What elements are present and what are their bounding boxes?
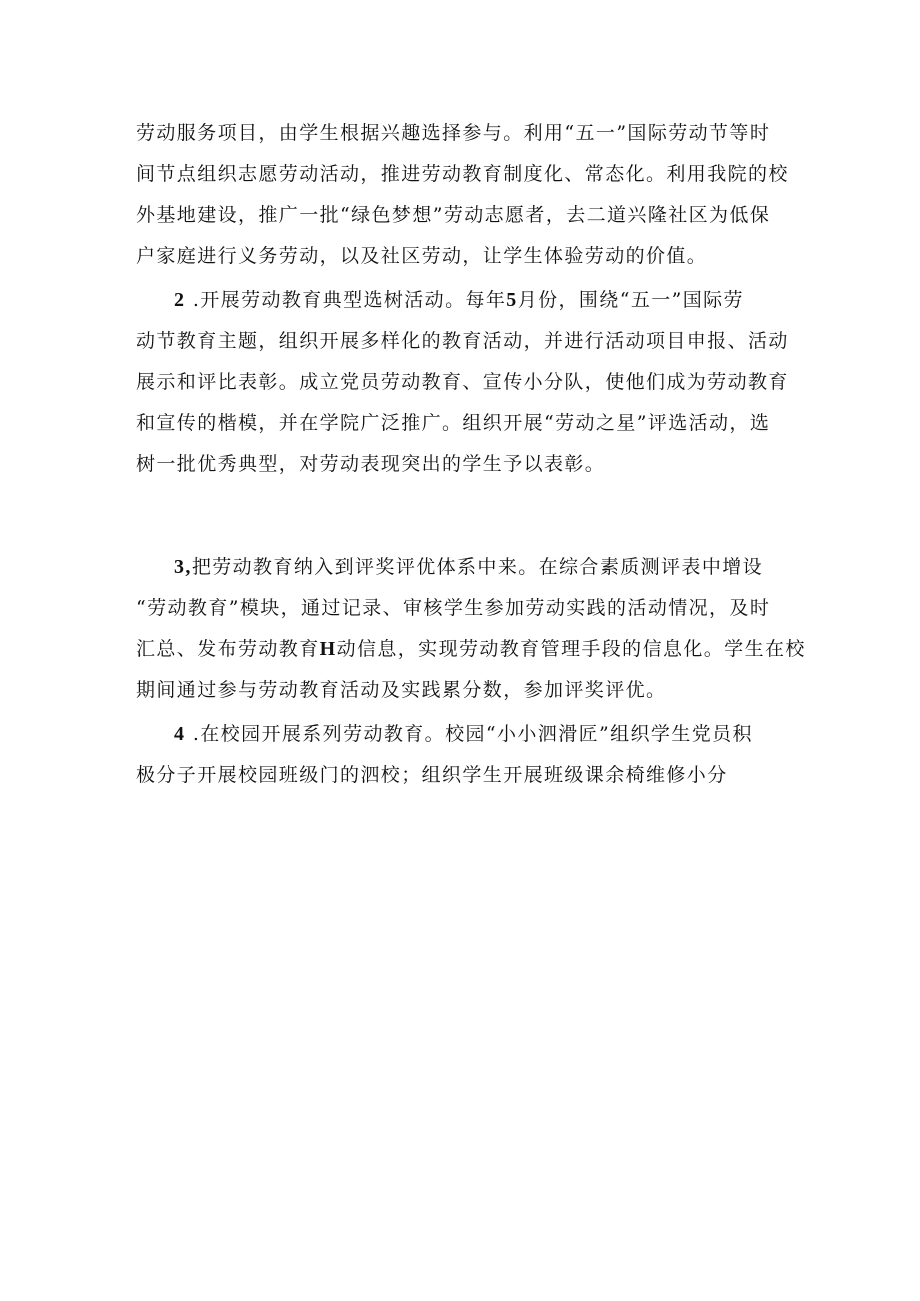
paragraph-1 — [136, 118, 796, 272]
item-number: 3, — [174, 556, 192, 578]
text-line — [136, 719, 796, 750]
text-segment: 动信息，实现劳动教育管理手段的信息化。学生在校 — [336, 638, 806, 660]
text-line: 外基地建设，推广一批“绿色梦想”劳动志愿者，去二道兴隆社区为低保 — [136, 204, 771, 226]
paragraph-3 — [136, 552, 806, 706]
text-segment: .开展劳动教育典型选树活动。每年 — [185, 289, 507, 311]
text-line: 户家庭进行义务劳动，以及社区劳动，让学生体验劳动的价值。 — [136, 245, 708, 267]
text-segment: .在校园开展系列劳动教育。校园“小小泗滑匠”组织学生党员积 — [185, 723, 753, 745]
text-line: 展示和评比表彰。成立党员劳动教育、宣传小分队，使他们成为劳动教育 — [136, 371, 789, 393]
text-line: 极分子开展校园班级门的泗校；组织学生开展班级课余椅维修小分 — [136, 764, 728, 786]
text-line: 树一批优秀典型，对劳动表现突出的学生予以表彰。 — [136, 453, 606, 475]
text-segment: 把劳动教育纳入到评奖评优体系中来。在综合素质测评表中增设 — [191, 556, 764, 578]
text-line: 间节点组织志愿劳动活动，推进劳动教育制度化、常态化。利用我院的校 — [136, 163, 789, 185]
item-number: 2 — [174, 289, 186, 311]
inline-letter: H — [319, 638, 337, 660]
inline-number: 5 — [506, 289, 518, 311]
text-segment: 月份，围绕“五一”国际劳 — [517, 289, 744, 311]
text-line: 劳动服务项目，由学生根据兴趣选择参与。利用“五一”国际劳动节等时 — [136, 122, 771, 144]
text-segment: 汇总、发布劳动教育 — [136, 638, 320, 660]
paragraph-2 — [136, 285, 796, 480]
paragraph-4 — [136, 719, 796, 791]
text-line — [136, 552, 796, 583]
text-line: 动节教育主题，组织开展多样化的教育活动，并进行活动项目申报、活动 — [136, 330, 789, 352]
text-line: 和宣传的楷模，并在学院广泛推广。组织开展“劳动之星”评选活动，选 — [136, 412, 771, 434]
text-line — [136, 285, 796, 316]
text-line — [136, 634, 806, 665]
text-line: “劳动教育”模块，通过记录、审核学生参加劳动实践的活动情况，及时 — [136, 597, 771, 619]
text-line: 期间通过参与劳动教育活动及实践累分数，参加评奖评优。 — [136, 679, 667, 701]
item-number: 4 — [174, 723, 186, 745]
